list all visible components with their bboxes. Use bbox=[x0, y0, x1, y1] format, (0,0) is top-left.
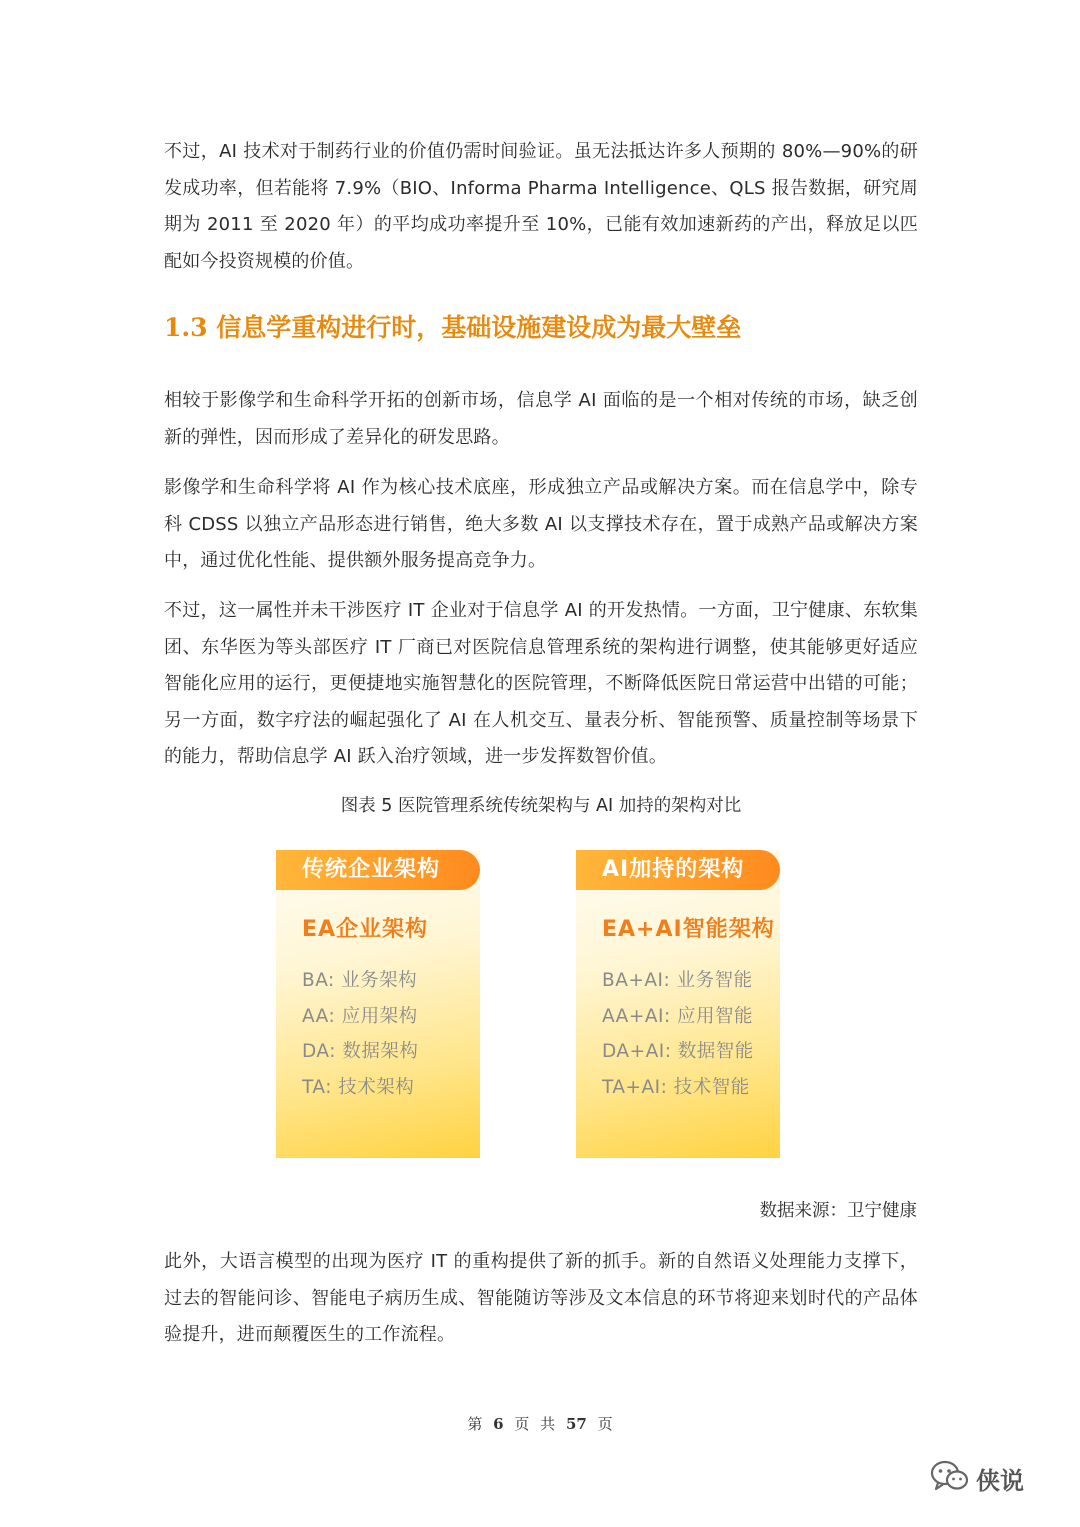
paragraph-informatics-market: 相较于影像学和生命科学开拓的创新市场，信息学 AI 面临的是一个相对传统的市场，缺乏创新的弹性，因而形成了差异化的研发思路。 bbox=[164, 390, 918, 448]
figure-caption: 图表 5 医院管理系统传统架构与 AI 加持的架构对比 bbox=[340, 796, 742, 816]
wechat-icon bbox=[930, 1459, 970, 1497]
footer-middle: 页 共 bbox=[514, 1415, 556, 1433]
traditional-architecture-tab: 传统企业架构 bbox=[276, 850, 480, 890]
page-footer bbox=[0, 1413, 1080, 1434]
list-item: TA+AI: 技术智能 bbox=[602, 1076, 750, 1098]
footer-prefix: 第 bbox=[467, 1415, 483, 1433]
list-item: AA+AI: 应用智能 bbox=[602, 1005, 754, 1027]
list-item: DA: 数据架构 bbox=[302, 1041, 419, 1062]
list-item: BA+AI: 业务智能 bbox=[602, 970, 753, 991]
watermark bbox=[930, 1458, 1024, 1498]
current-page-number: 6 bbox=[493, 1415, 504, 1433]
list-item: DA+AI: 数据智能 bbox=[602, 1041, 754, 1062]
list-item: TA: 技术架构 bbox=[302, 1076, 415, 1098]
traditional-architecture-card bbox=[276, 850, 480, 1158]
ai-architecture-list bbox=[602, 963, 754, 1105]
paragraph-medical-it-enthusiasm: 不过，这一属性并未干涉医疗 IT 企业对于信息学 AI 的开发热情。一方面，卫宁健康、东软集团、东华医为等头部医疗 IT 厂商已对医院信息管理系统的架构进行调整，使其能够更好适应智能化应用的运行，更便捷地实施智慧化的医院管理，不断降低医院日常运营中出错的可能；另一方面，数字疗法的崛起强化了 AI 在人机交互、量表分析、智能预警、质量控制等场景下的能力，帮助信息学 AI 跃入治疗领域，进一步发挥数智价值。 bbox=[164, 600, 918, 767]
paragraph-pharma-ai-value: 不过，AI 技术对于制药行业的价值仍需时间验证。虽无法抵达许多人预期的 80%—90%的研发成功率，但若能将 7.9%（BIO、Informa Pharma Intelligence、QLS 报告数据，研究周期为 2011 至 2020 年）的平均成功率提升至 10%，已能有效加速新药的产出，释放足以匹配如今投资规模的价值。 bbox=[164, 141, 918, 272]
traditional-architecture-list bbox=[302, 963, 418, 1105]
figure-source: 数据来源：卫宁健康 bbox=[759, 1201, 917, 1221]
watermark-text: 侠说 bbox=[976, 1466, 1024, 1495]
ai-architecture-card bbox=[576, 850, 780, 1158]
list-item: BA: 业务架构 bbox=[302, 970, 418, 991]
traditional-architecture-subtitle: EA企业架构 bbox=[302, 917, 429, 942]
list-item: AA: 应用架构 bbox=[302, 1005, 418, 1027]
ai-architecture-subtitle: EA+AI智能架构 bbox=[602, 917, 775, 942]
footer-suffix: 页 bbox=[597, 1415, 613, 1433]
total-page-number: 57 bbox=[565, 1415, 587, 1433]
paragraph-ai-core-vs-support: 影像学和生命科学将 AI 作为核心技术底座，形成独立产品或解决方案。而在信息学中，除专科 CDSS 以独立产品形态进行销售，绝大多数 AI 以支撑技术存在，置于成熟产品或解决方案中，通过优化性能、提供额外服务提高竞争力。 bbox=[164, 477, 918, 571]
paragraph-llm-reconstruction: 此外，大语言模型的出现为医疗 IT 的重构提供了新的抓手。新的自然语义处理能力支撑下，过去的智能问诊、智能电子病历生成、智能随访等涉及文本信息的环节将迎来划时代的产品体验提升，进而颠覆医生的工作流程。 bbox=[164, 1251, 918, 1345]
ai-architecture-tab: AI加持的架构 bbox=[576, 850, 780, 890]
section-heading: 1.3 信息学重构进行时，基础设施建设成为最大壁垒 bbox=[164, 313, 742, 342]
